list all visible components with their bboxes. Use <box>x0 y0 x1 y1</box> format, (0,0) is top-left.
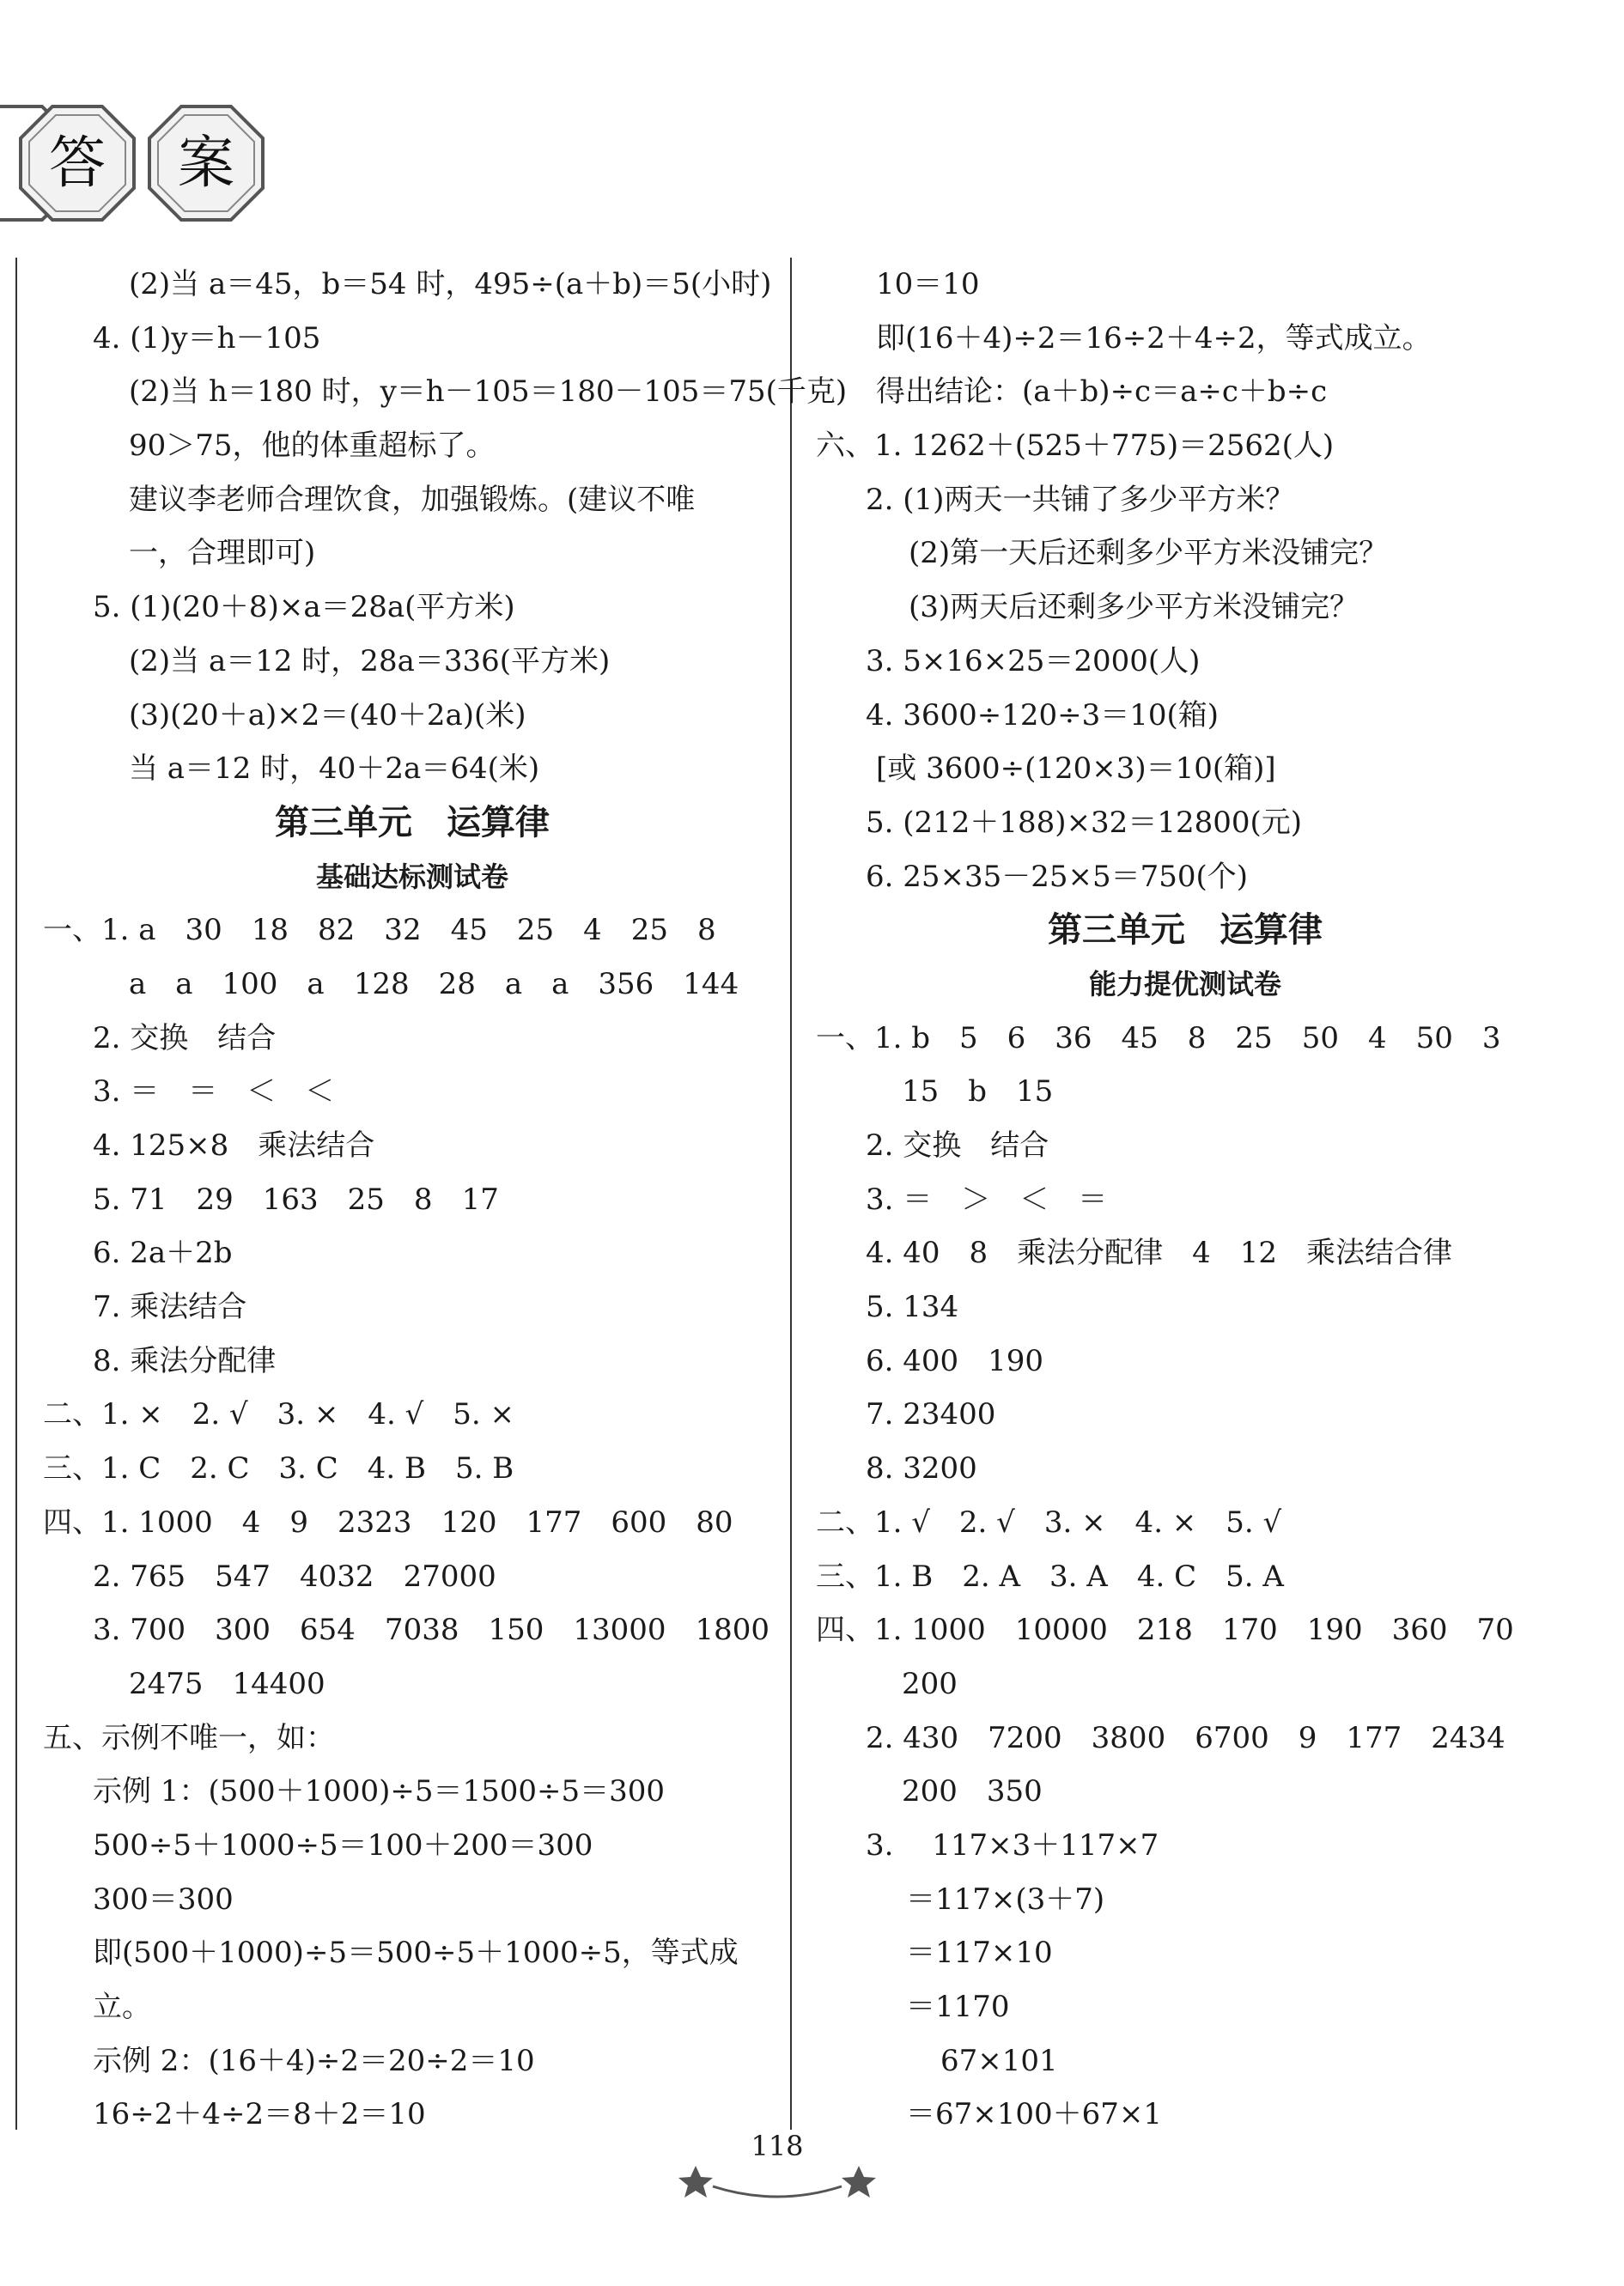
answer-line: (2)当 h＝180 时，y＝h－105＝180－105＝75(千克) <box>129 374 848 410</box>
test-title: 能力提优测试卷 <box>1088 967 1281 1000</box>
answer-line: 4. 40 8 乘法分配律 4 12 乘法结合律 <box>866 1236 1453 1271</box>
answer-line: 2. 765 547 4032 27000 <box>93 1559 496 1594</box>
answer-line: 67×101 <box>940 2043 1058 2078</box>
right-column <box>816 258 1554 2142</box>
answer-line: 90＞75，他的体重超标了。 <box>129 429 496 464</box>
answer-char-1: 答 <box>49 130 106 196</box>
page-footer <box>678 2130 876 2207</box>
answer-line: 即(16＋4)÷2＝16÷2＋4÷2，等式成立。 <box>876 320 1432 356</box>
answer-line: 建议李老师合理饮食，加强锻炼。(建议不唯 <box>129 482 696 517</box>
answer-line: (2)第一天后还剩多少平方米没铺完？ <box>909 536 1389 571</box>
answer-line: ＝117×10 <box>906 1936 1053 1971</box>
answer-line: 二、1. √ 2. √ 3. × 4. × 5. √ <box>816 1505 1282 1540</box>
answer-line: 16÷2＋4÷2＝8＋2＝10 <box>93 2097 426 2132</box>
answer-line: (3)两天后还剩多少平方米没铺完？ <box>909 590 1359 625</box>
answer-line: 六、1. 1262＋(525＋775)＝2562(人) <box>816 429 1335 464</box>
page-number: 118 <box>751 2130 804 2162</box>
answer-line: 8. 乘法分配律 <box>93 1343 277 1378</box>
answer-line: 6. 25×35－25×5＝750(个) <box>866 859 1249 894</box>
unit-title: 第三单元 运算律 <box>1048 910 1323 951</box>
answer-line: ＝117×(3＋7) <box>906 1882 1105 1917</box>
answer-line: 5. 71 29 163 25 8 17 <box>93 1182 499 1217</box>
answer-line: 7. 乘法结合 <box>93 1290 247 1325</box>
answer-line: 4. 3600÷120÷3＝10(箱) <box>866 697 1220 733</box>
answer-badge-1 <box>17 103 137 223</box>
test-title: 基础达标测试卷 <box>315 860 508 893</box>
answer-line: 6. 2a＋2b <box>93 1236 233 1271</box>
answer-line: [或 3600÷(120×3)＝10(箱)] <box>876 751 1276 787</box>
answer-line: 三、1. B 2. A 3. A 4. C 5. A <box>816 1559 1284 1594</box>
left-margin-rule <box>15 258 17 2130</box>
answer-line: 8. 3200 <box>866 1451 977 1487</box>
answer-line: 2. 交换 结合 <box>93 1020 277 1055</box>
column-divider <box>790 258 792 2130</box>
answer-line: 3. 117×3＋117×7 <box>866 1827 1159 1863</box>
answer-line: 即(500＋1000)÷5＝500÷5＋1000÷5，等式成 <box>93 1936 739 1971</box>
answer-line: 二、1. × 2. √ 3. × 4. √ 5. × <box>43 1397 515 1432</box>
answer-line: 2475 14400 <box>129 1666 325 1701</box>
answer-line: 5. (212＋188)×32＝12800(元) <box>866 805 1303 840</box>
answer-line: 200 <box>902 1666 958 1701</box>
answer-line: 四、1. 1000 4 9 2323 120 177 600 80 <box>43 1505 733 1540</box>
answer-line: 三、1. C 2. C 3. C 4. B 5. B <box>43 1451 514 1487</box>
answer-line: 示例 1：(500＋1000)÷5＝1500÷5＝300 <box>93 1774 666 1809</box>
answer-line: ＝67×100＋67×1 <box>906 2097 1163 2132</box>
answer-line: 2. 430 7200 3800 6700 9 177 2434 <box>866 1720 1505 1755</box>
answer-line: 当 a＝12 时，40＋2a＝64(米) <box>129 751 540 787</box>
answer-line: 4. 125×8 乘法结合 <box>93 1128 375 1163</box>
answer-line: 2. (1)两天一共铺了多少平方米？ <box>866 482 1295 517</box>
answer-line: 示例 2：(16＋4)÷2＝20÷2＝10 <box>93 2043 535 2078</box>
answer-line: 3. 5×16×25＝2000(人) <box>866 643 1201 678</box>
answer-line: 7. 23400 <box>866 1397 996 1432</box>
answer-line: 3. 700 300 654 7038 150 13000 1800 <box>93 1613 770 1648</box>
answer-line: ＝1170 <box>906 1990 1010 2024</box>
answer-line: 4. (1)y＝h－105 <box>93 320 321 356</box>
left-column <box>43 258 848 2142</box>
answer-line: (2)当 a＝12 时，28a＝336(平方米) <box>129 643 611 678</box>
answer-line: 一，合理即可) <box>129 536 316 571</box>
answer-line: 2. 交换 结合 <box>866 1128 1049 1163</box>
answer-line: 15 b 15 <box>902 1074 1054 1110</box>
answer-line: 6. 400 190 <box>866 1343 1044 1378</box>
answer-line: (2)当 a＝45，b＝54 时，495÷(a＋b)＝5(小时) <box>129 267 772 301</box>
answer-line: 五、示例不唯一，如： <box>43 1720 335 1755</box>
answer-line: 200 350 <box>902 1774 1043 1809</box>
answer-line: 3. ＝ ＞ ＜ ＝ <box>866 1182 1108 1217</box>
answer-line: 一、1. b 5 6 36 45 8 25 50 4 50 3 <box>816 1020 1501 1055</box>
answer-line: 500÷5＋1000÷5＝100＋200＝300 <box>93 1827 593 1863</box>
answer-line: 3. ＝ ＝ ＜ ＜ <box>93 1074 335 1110</box>
answer-line: 得出结论：(a＋b)÷c＝a÷c＋b÷c <box>876 374 1328 410</box>
answer-line: 5. 134 <box>866 1290 959 1325</box>
answer-line: (3)(20＋a)×2＝(40＋2a)(米) <box>129 697 526 733</box>
unit-title: 第三单元 运算律 <box>275 802 550 842</box>
answer-badge-2 <box>146 103 266 223</box>
answer-char-2: 案 <box>178 130 234 196</box>
answer-line: 四、1. 1000 10000 218 170 190 360 70 <box>816 1613 1514 1648</box>
answer-line: a a 100 a 128 28 a a 356 144 <box>129 966 739 1001</box>
answer-line: 300＝300 <box>93 1882 234 1917</box>
answer-line: 5. (1)(20＋8)×a＝28a(平方米) <box>93 590 515 625</box>
answer-header <box>0 103 309 249</box>
answer-line: 立。 <box>93 1990 151 2024</box>
answer-line: 10＝10 <box>876 267 980 301</box>
answer-line: 一、1. a 30 18 82 32 45 25 4 25 8 <box>43 913 716 948</box>
